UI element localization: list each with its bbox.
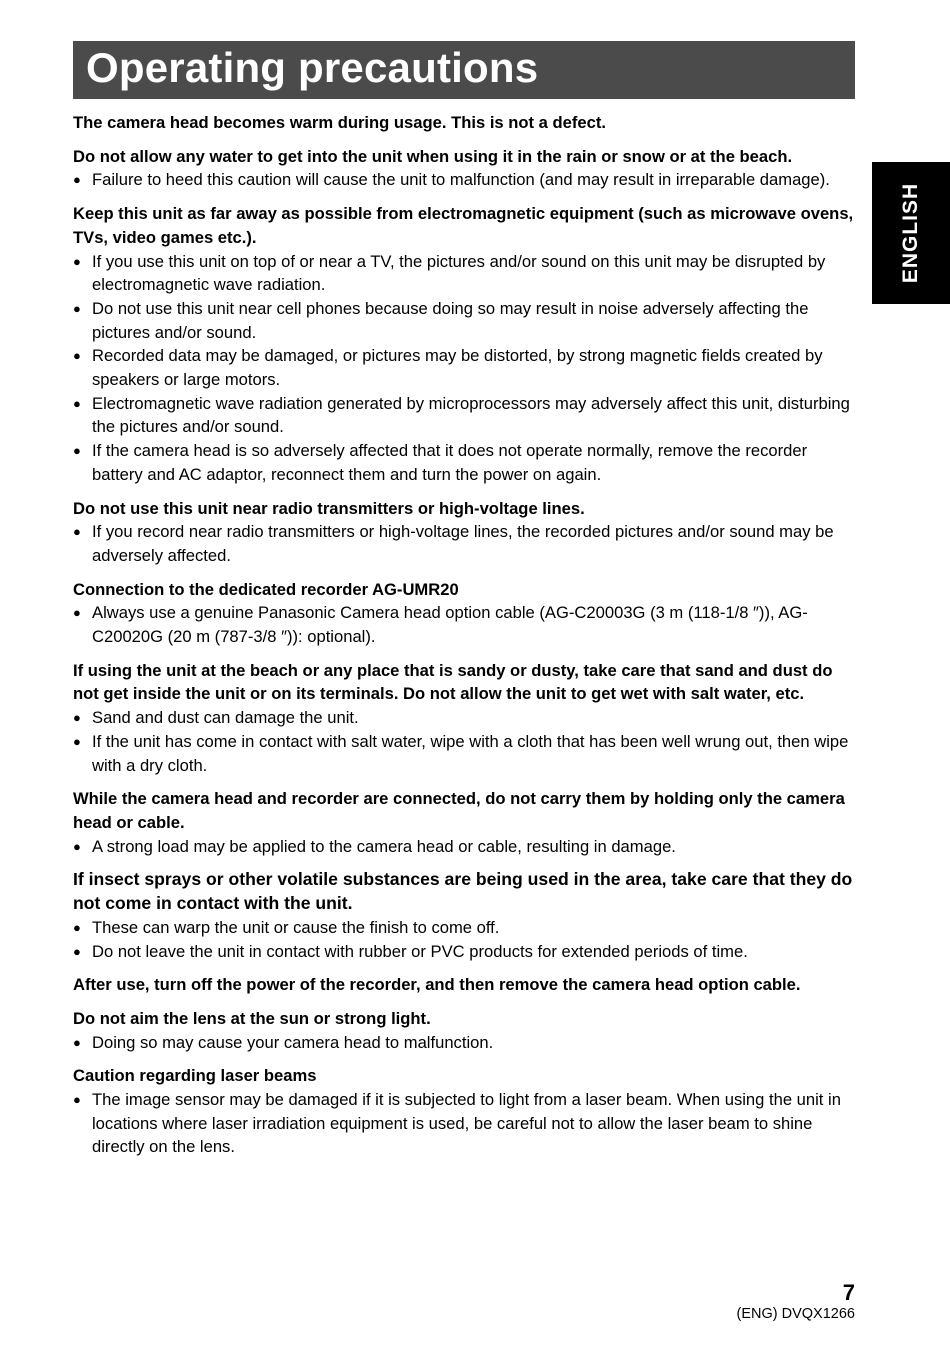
bullet-dot-icon: ● (73, 838, 81, 854)
page-number: 7 (842, 1280, 855, 1305)
section-heading: Caution regarding laser beams (73, 1066, 317, 1086)
bullet-list (73, 1088, 855, 1159)
bullet-text: If you record near radio transmitters or high-voltage lines, the recorded pictures and/or sound may be adversely affected. (92, 522, 834, 565)
section-heading: If insect sprays or other volatile substances are being used in the area, take care that they do not come in contact with the unit. (73, 869, 853, 914)
bullet-dot-icon: ● (73, 605, 81, 621)
bullet-dot-icon: ● (73, 300, 81, 316)
bullet-item (73, 392, 855, 439)
precautions-content (73, 111, 855, 1169)
precaution-section (73, 1007, 855, 1054)
bullet-item (73, 344, 855, 391)
bullet-dot-icon: ● (73, 1092, 81, 1108)
bullet-item (73, 916, 855, 940)
bullet-text: A strong load may be applied to the camera head or cable, resulting in damage. (92, 836, 676, 856)
bullet-text: Sand and dust can damage the unit. (92, 708, 359, 728)
bullet-text: Doing so may cause your camera head to malfunction. (92, 1032, 494, 1052)
bullet-item (73, 1088, 855, 1159)
section-heading: Keep this unit as far away as possible from electromagnetic equipment (such as microwave ovens, TVs, video games etc.). (73, 204, 854, 247)
bullet-dot-icon: ● (73, 172, 81, 188)
section-heading: If using the unit at the beach or any place that is sandy or dusty, take care that sand and dust do not get inside the unit or on its terminals. Do not allow the unit to get wet with salt water, etc. (73, 660, 833, 704)
bullet-list (73, 520, 855, 567)
bullet-dot-icon: ● (73, 524, 81, 540)
precaution-section (73, 787, 855, 858)
bullet-dot-icon: ● (73, 443, 81, 459)
precaution-section (73, 497, 855, 568)
precaution-section (73, 111, 855, 135)
bullet-item (73, 940, 855, 964)
precaution-section (73, 868, 855, 963)
section-heading: The camera head becomes warm during usage. This is not a defect. (73, 113, 607, 132)
bullet-text: The image sensor may be damaged if it is subjected to light from a laser beam. When using the unit in locations where laser irradiation equipment is used, be careful not to allow the laser beam to shine directly on the lens. (92, 1090, 841, 1157)
precaution-section (73, 202, 855, 486)
bullet-item (73, 168, 855, 192)
bullet-item (73, 520, 855, 567)
bullet-text: If the unit has come in contact with salt water, wipe with a cloth that has been well wrung out, then wipe with a dry cloth. (92, 731, 849, 775)
bullet-text: These can warp the unit or cause the finish to come off. (92, 917, 500, 937)
bullet-text: Do not leave the unit in contact with rubber or PVC products for extended periods of time. (92, 941, 748, 961)
section-heading: Do not allow any water to get into the unit when using it in the rain or snow or at the beach. (73, 146, 793, 166)
bullet-item (73, 297, 855, 344)
section-heading: Do not aim the lens at the sun or strong light. (73, 1008, 431, 1028)
bullet-item (73, 835, 855, 859)
bullet-dot-icon: ● (73, 919, 81, 935)
bullet-text: If the camera head is so adversely affected that it does not operate normally, remove the recorder battery and AC adaptor, reconnect them and turn the power on again. (92, 441, 808, 484)
precaution-section (73, 659, 855, 778)
section-heading: Do not use this unit near radio transmitters or high-voltage lines. (73, 498, 585, 518)
bullet-item (73, 439, 855, 486)
bullet-dot-icon: ● (73, 1034, 81, 1050)
bullet-text: Always use a genuine Panasonic Camera head option cable (AG-C20003G (3 m (118-1/8 ″)), AG-C20020G (20 m (787-3/8 ″)): optional). (92, 603, 808, 647)
bullet-dot-icon: ● (73, 253, 81, 269)
language-tab-label: ENGLISH (899, 182, 922, 284)
bullet-list (73, 250, 855, 487)
bullet-list (73, 835, 855, 859)
language-tab (872, 162, 950, 304)
precaution-section (73, 145, 855, 192)
bullet-item (73, 601, 855, 648)
section-heading: Connection to the dedicated recorder AG-UMR20 (73, 579, 459, 599)
section-heading: After use, turn off the power of the recorder, and then remove the camera head option cable. (73, 975, 801, 995)
precaution-section (73, 1064, 855, 1159)
precaution-section (73, 578, 855, 649)
bullet-dot-icon: ● (73, 348, 81, 364)
document-code: (ENG) DVQX1266 (736, 1306, 855, 1322)
bullet-list (73, 168, 855, 192)
bullet-dot-icon: ● (73, 943, 81, 959)
section-heading: While the camera head and recorder are connected, do not carry them by holding only the camera head or cable. (73, 789, 845, 832)
bullet-dot-icon: ● (73, 395, 81, 411)
bullet-text: If you use this unit on top of or near a TV, the pictures and/or sound on this unit may be disrupted by electromagnetic wave radiation. (92, 251, 826, 295)
bullet-dot-icon: ● (73, 710, 81, 726)
page-title: Operating precautions (86, 44, 539, 91)
bullet-text: Do not use this unit near cell phones because doing so may result in noise adversely affecting the pictures and/or sound. (92, 298, 809, 342)
bullet-item (73, 250, 855, 297)
bullet-text: Recorded data may be damaged, or pictures may be distorted, by strong magnetic fields created by speakers or large motors. (92, 346, 823, 390)
bullet-list (73, 706, 855, 777)
bullet-item (73, 730, 855, 777)
bullet-list (73, 916, 855, 963)
bullet-list (73, 1031, 855, 1055)
bullet-item (73, 1031, 855, 1055)
bullet-text: Electromagnetic wave radiation generated by microprocessors may adversely affect this unit, disturbing the pictures and/or sound. (92, 393, 850, 437)
bullet-text: Failure to heed this caution will cause the unit to malfunction (and may result in irreparable damage). (92, 170, 830, 190)
bullet-list (73, 601, 855, 648)
bullet-item (73, 706, 855, 730)
bullet-dot-icon: ● (73, 733, 81, 749)
title-bar (73, 41, 855, 99)
precaution-section (73, 973, 855, 997)
